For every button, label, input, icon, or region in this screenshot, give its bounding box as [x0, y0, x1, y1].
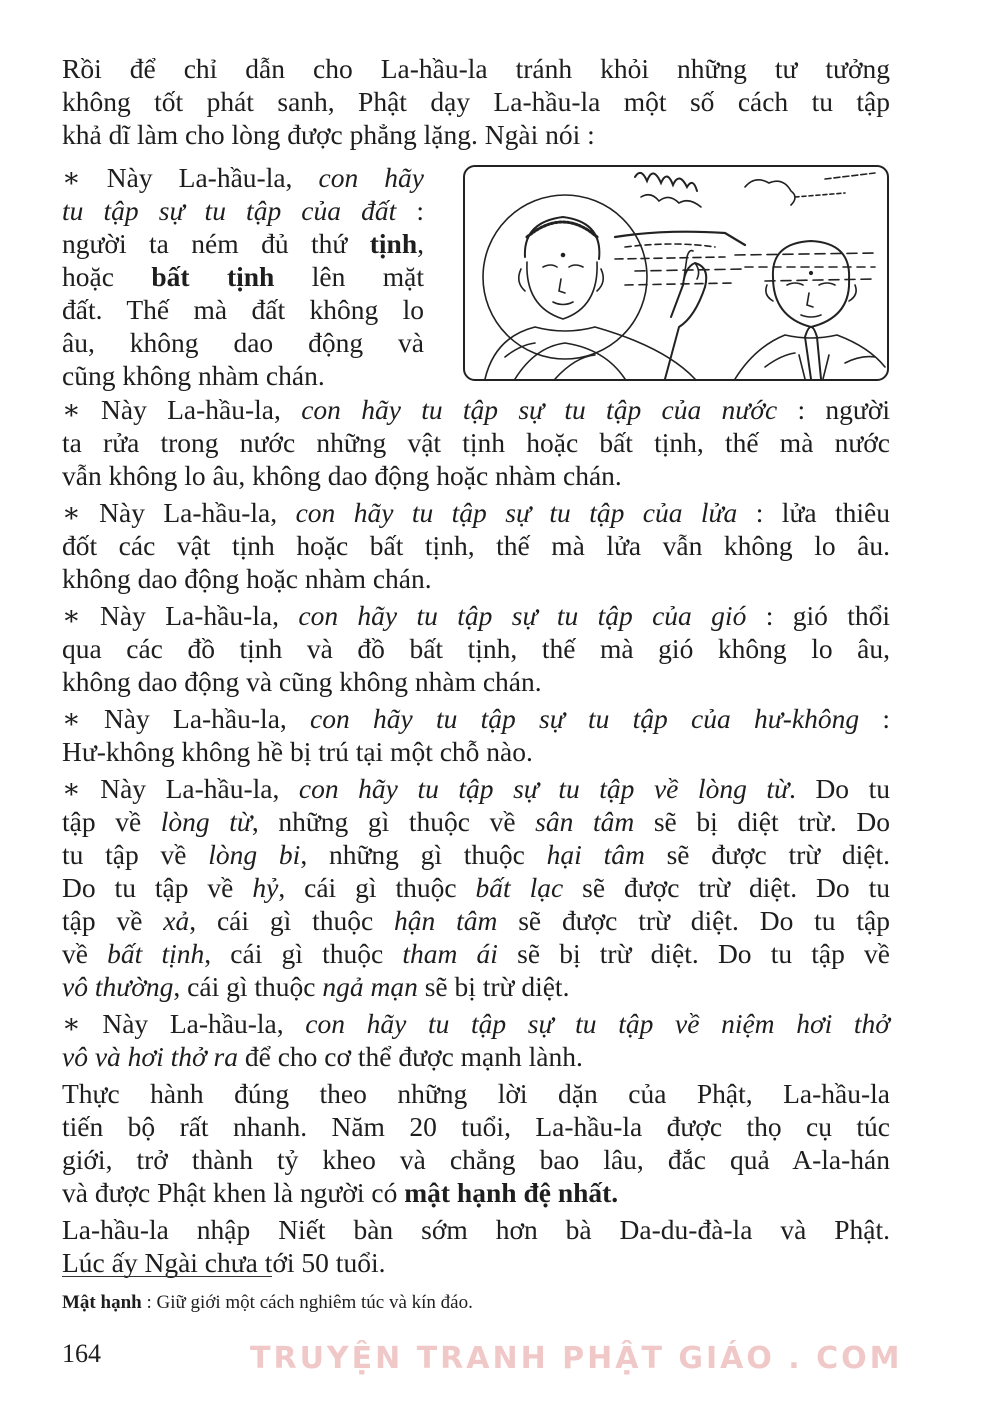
- italic-term: lòng bi: [208, 839, 301, 870]
- text-fragment: Do tu tập về: [62, 872, 253, 903]
- text-fragment: , cái gì thuộc: [204, 938, 403, 969]
- text-fragment: : người: [777, 394, 890, 425]
- kindness-teaching-paragraph: [62, 772, 890, 1003]
- italic-term: bất lạc: [475, 872, 564, 903]
- watermark: TRUYỆN TRANH PHẬT GIÁO . COM: [250, 1341, 903, 1376]
- conclusion-paragraph: [62, 1077, 890, 1209]
- bold-term: mật hạnh: [404, 1177, 517, 1208]
- text-line: không tốt phát sanh, Phật dạy La-hầu-la một số cách tu tập: [62, 86, 890, 117]
- bold-term: bất tịnh: [151, 261, 275, 292]
- italic-term: vô thường: [62, 971, 174, 1002]
- teaching-italic: con hãy tu tập sự tu tập của hư-không: [310, 703, 860, 734]
- text-fragment: người ta ném đủ thứ: [62, 228, 370, 259]
- text-line: Lúc ấy Ngài chưa tới 50 tuổi.: [62, 1247, 386, 1278]
- text-line: Rồi để chỉ dẫn cho La-hầu-la tránh khỏi những tư tưởng: [62, 53, 890, 84]
- earth-teaching-block: [62, 161, 890, 393]
- text-fragment: , những gì thuộc: [300, 839, 547, 870]
- earth-teaching-paragraph: [62, 161, 424, 392]
- text-fragment: . Do tu: [789, 773, 890, 804]
- teaching-italic: con hãy: [318, 162, 424, 193]
- text-fragment: , cái gì thuộc: [189, 905, 395, 936]
- text-fragment: : lửa thiêu: [737, 497, 890, 528]
- footnote-divider: [62, 1276, 272, 1277]
- italic-term: hại tâm: [546, 839, 645, 870]
- breath-teaching-paragraph: [62, 1007, 890, 1073]
- teaching-lead: ∗ Này La-hầu-la,: [62, 703, 311, 734]
- text-line: tiến bộ rất nhanh. Năm 20 tuổi, La-hầu-la được thọ cụ túc: [62, 1111, 890, 1142]
- page-body: [62, 52, 890, 1283]
- text-line: La-hầu-la nhập Niết bàn sớm hơn bà Da-du-đà-la và Phật.: [62, 1214, 890, 1245]
- intro-paragraph: [62, 52, 890, 151]
- text-fragment: : gió thổi: [746, 600, 890, 631]
- space-teaching-paragraph: [62, 702, 890, 768]
- text-fragment: :: [396, 195, 425, 226]
- teaching-lead: ∗ Này La-hầu-la,: [62, 600, 299, 631]
- text-fragment: để cho cơ thể được mạnh lành.: [238, 1041, 583, 1072]
- fire-teaching-paragraph: [62, 496, 890, 595]
- teaching-italic: vô và hơi thở ra: [62, 1041, 238, 1072]
- teaching-italic: con hãy tu tập sự tu tập của gió: [298, 600, 747, 631]
- text-line: vẫn không lo âu, không dao động hoặc nhàm chán.: [62, 460, 622, 491]
- closing-paragraph: [62, 1213, 890, 1279]
- text-line: Hư-không không hề bị trú tại một chỗ nào.: [62, 736, 533, 767]
- teaching-lead: ∗ Này La-hầu-la,: [62, 497, 296, 528]
- teaching-lead: ∗ Này La-hầu-la,: [62, 773, 299, 804]
- text-line: đốt các vật tịnh hoặc bất tịnh, thế mà lửa vẫn không lo âu.: [62, 530, 890, 561]
- italic-term: lòng từ: [160, 806, 252, 837]
- teaching-lead: ∗ Này La-hầu-la,: [62, 394, 302, 425]
- teaching-italic: con hãy tu tập sự tu tập về niệm hơi thở: [305, 1008, 890, 1039]
- text-fragment: sẽ được trừ diệt.: [644, 839, 891, 870]
- text-fragment: sẽ bị trừ diệt.: [417, 971, 570, 1002]
- bold-term: đệ nhất.: [516, 1177, 619, 1208]
- text-line: ta rửa trong nước những vật tịnh hoặc bất tịnh, thế mà nước: [62, 427, 890, 458]
- bold-term: tịnh: [369, 228, 418, 259]
- text-fragment: , cái gì thuộc: [173, 971, 323, 1002]
- text-fragment: sẽ được trừ diệt. Do tu: [563, 872, 890, 903]
- text-fragment: tu tập về: [62, 839, 209, 870]
- wind-teaching-paragraph: [62, 599, 890, 698]
- buddha-and-monk-illustration: [463, 165, 889, 381]
- text-fragment: , cái gì thuộc: [278, 872, 476, 903]
- footnote: [62, 1291, 473, 1315]
- italic-term: ngả mạn: [322, 971, 418, 1002]
- teaching-italic: con hãy tu tập sự tu tập về lòng từ: [298, 773, 790, 804]
- text-fragment: và được Phật khen là người có: [62, 1177, 405, 1208]
- text-line: đất. Thế mà đất không lo: [62, 294, 424, 325]
- text-fragment: :: [859, 703, 890, 734]
- italic-term: hận tâm: [394, 905, 498, 936]
- text-fragment: sẽ bị trừ diệt. Do tu tập về: [497, 938, 891, 969]
- page-number: 164: [62, 1339, 101, 1368]
- footnote-term: Mật hạnh: [62, 1292, 142, 1313]
- water-teaching-paragraph: [62, 393, 890, 492]
- italic-term: xả: [163, 905, 190, 936]
- text-fragment: , những gì thuộc về: [251, 806, 536, 837]
- text-line: cũng không nhàm chán.: [62, 360, 325, 391]
- text-fragment: sẽ bị diệt trừ. Do: [634, 806, 890, 837]
- text-line: Thực hành đúng theo những lời dặn của Phật, La-hầu-la: [62, 1078, 890, 1109]
- text-line: khả dĩ làm cho lòng được phẳng lặng. Ngài nói :: [62, 119, 595, 150]
- text-fragment: về: [62, 938, 108, 969]
- text-fragment: tập về: [62, 905, 164, 936]
- text-fragment: tập về: [62, 806, 161, 837]
- footnote-definition: : Giữ giới một cách nghiêm túc và kín đáo.: [141, 1292, 473, 1313]
- text-fragment: hoặc: [62, 261, 152, 292]
- text-line: không dao động và cũng không nhàm chán.: [62, 666, 542, 697]
- teaching-italic: con hãy tu tập sự tu tập của lửa: [295, 497, 738, 528]
- teaching-italic: tu tập sự tu tập của đất: [62, 195, 397, 226]
- italic-term: sân tâm: [535, 806, 635, 837]
- text-line: không dao động hoặc nhàm chán.: [62, 563, 432, 594]
- text-line: giới, trở thành tỷ kheo và chẳng bao lâu, đắc quả A-la-hán: [62, 1144, 890, 1175]
- italic-term: tham ái: [402, 938, 498, 969]
- text-fragment: sẽ được trừ diệt. Do tu tập: [497, 905, 890, 936]
- teaching-lead: ∗ Này La-hầu-la,: [62, 1008, 306, 1039]
- teaching-italic: con hãy tu tập sự tu tập của nước: [301, 394, 778, 425]
- italic-term: hỷ: [252, 872, 279, 903]
- teaching-lead: ∗ Này La-hầu-la,: [62, 162, 319, 193]
- text-line: âu, không dao động và: [62, 327, 424, 358]
- text-line: qua các đồ tịnh và đồ bất tịnh, thế mà gió không lo âu,: [62, 633, 890, 664]
- illustration-drawing: [465, 167, 887, 379]
- italic-term: bất tịnh: [107, 938, 205, 969]
- text-fragment: ,: [417, 228, 424, 259]
- text-fragment: lên mặt: [274, 261, 424, 292]
